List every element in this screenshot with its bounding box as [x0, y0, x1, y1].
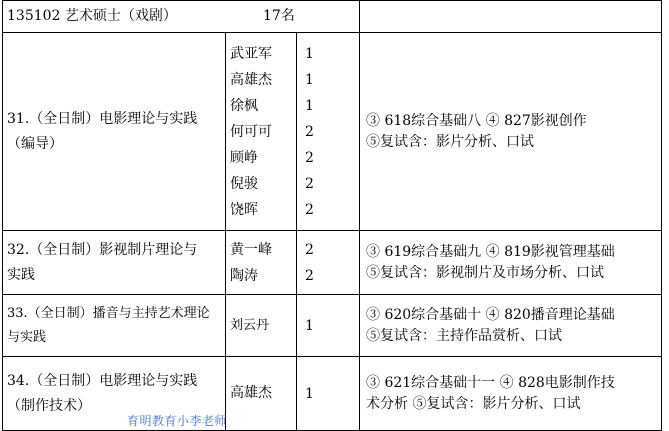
exam-cell	[360, 33, 662, 231]
direction-name: 32.（全日制）影视制片理论与	[7, 241, 198, 258]
retest-content: ⑤复试含：影片分析、口试	[366, 133, 535, 150]
direction-subtitle: 与实践	[7, 329, 47, 345]
teacher-name: 刘云丹	[230, 318, 270, 333]
enrollment-count: 2	[305, 267, 314, 284]
exam-cell	[360, 357, 662, 431]
retest-content: ⑤复试含：主持作品赏析、口试	[366, 327, 563, 344]
enrollment-count: 2	[305, 201, 314, 218]
exam-subjects: ③ 619综合基础九 ④ 819影视管理基础	[366, 243, 615, 260]
direction-name: 31.（全日制）电影理论与实践	[7, 110, 198, 127]
enrollment-count: 1	[305, 385, 314, 402]
direction-cell	[3, 33, 226, 231]
teachers-cell	[226, 357, 297, 431]
retest-content: ⑤复试含：影视制片及市场分析、口试	[366, 264, 605, 281]
direction-subtitle: （制作技术）	[7, 397, 91, 414]
direction-subtitle: 实践	[7, 266, 35, 283]
teacher-name: 高雄杰	[230, 71, 272, 88]
direction-cell	[3, 295, 226, 357]
table-row	[3, 231, 662, 295]
direction-subtitle: （编导）	[7, 135, 63, 152]
header-row	[3, 1, 662, 33]
teacher-name: 饶晖	[230, 201, 258, 218]
exam-subjects: ③ 620综合基础十 ④ 820播音理论基础	[366, 306, 615, 323]
teachers-cell	[226, 33, 297, 231]
counts-cell	[297, 295, 360, 357]
counts-cell	[297, 33, 360, 231]
header-empty-cell	[360, 1, 662, 33]
enrollment-count: 2	[305, 175, 314, 192]
exam-subjects: ③ 618综合基础八 ④ 827影视创作	[366, 112, 587, 129]
teachers-cell	[226, 295, 297, 357]
teacher-name: 黄一峰	[230, 241, 272, 258]
exam-cell	[360, 231, 662, 295]
direction-name: 34.（全日制）电影理论与实践	[7, 372, 198, 389]
enrollment-count: 2	[305, 241, 314, 258]
enrollment-count: 1	[305, 317, 314, 334]
teacher-name: 顾峥	[230, 149, 258, 166]
teachers-cell	[226, 231, 297, 295]
table-row	[3, 33, 662, 231]
enrollment-count: 2	[305, 149, 314, 166]
teacher-name: 武亚军	[230, 45, 272, 62]
direction-cell	[3, 231, 226, 295]
counts-cell	[297, 231, 360, 295]
direction-name: 33.（全日制）播音与主持艺术理论	[7, 305, 210, 321]
table-row	[3, 357, 662, 431]
header-cell	[3, 1, 360, 33]
enrollment-count: 1	[305, 97, 314, 114]
counts-cell	[297, 357, 360, 431]
major-code-name: 135102 艺术硕士（戏剧）	[7, 8, 177, 24]
enrollment-count: 1	[305, 71, 314, 88]
quota-count: 17名	[263, 8, 295, 24]
teacher-name: 高雄杰	[230, 385, 272, 401]
table-row	[3, 295, 662, 357]
teacher-name: 何可可	[230, 123, 272, 140]
watermark-text: 育明教育小李老师	[127, 414, 228, 428]
enrollment-count: 2	[305, 123, 314, 140]
enrollment-count: 1	[305, 45, 314, 62]
retest-content: 术分析 ⑤复试含：影片分析、口试	[366, 395, 581, 412]
exam-cell	[360, 295, 662, 357]
admissions-table	[2, 0, 662, 431]
exam-subjects: ③ 621综合基础十一 ④ 828电影制作技	[366, 374, 615, 391]
teacher-name: 倪骏	[230, 175, 258, 192]
teacher-name: 徐枫	[230, 97, 258, 114]
teacher-name: 陶涛	[230, 267, 258, 284]
